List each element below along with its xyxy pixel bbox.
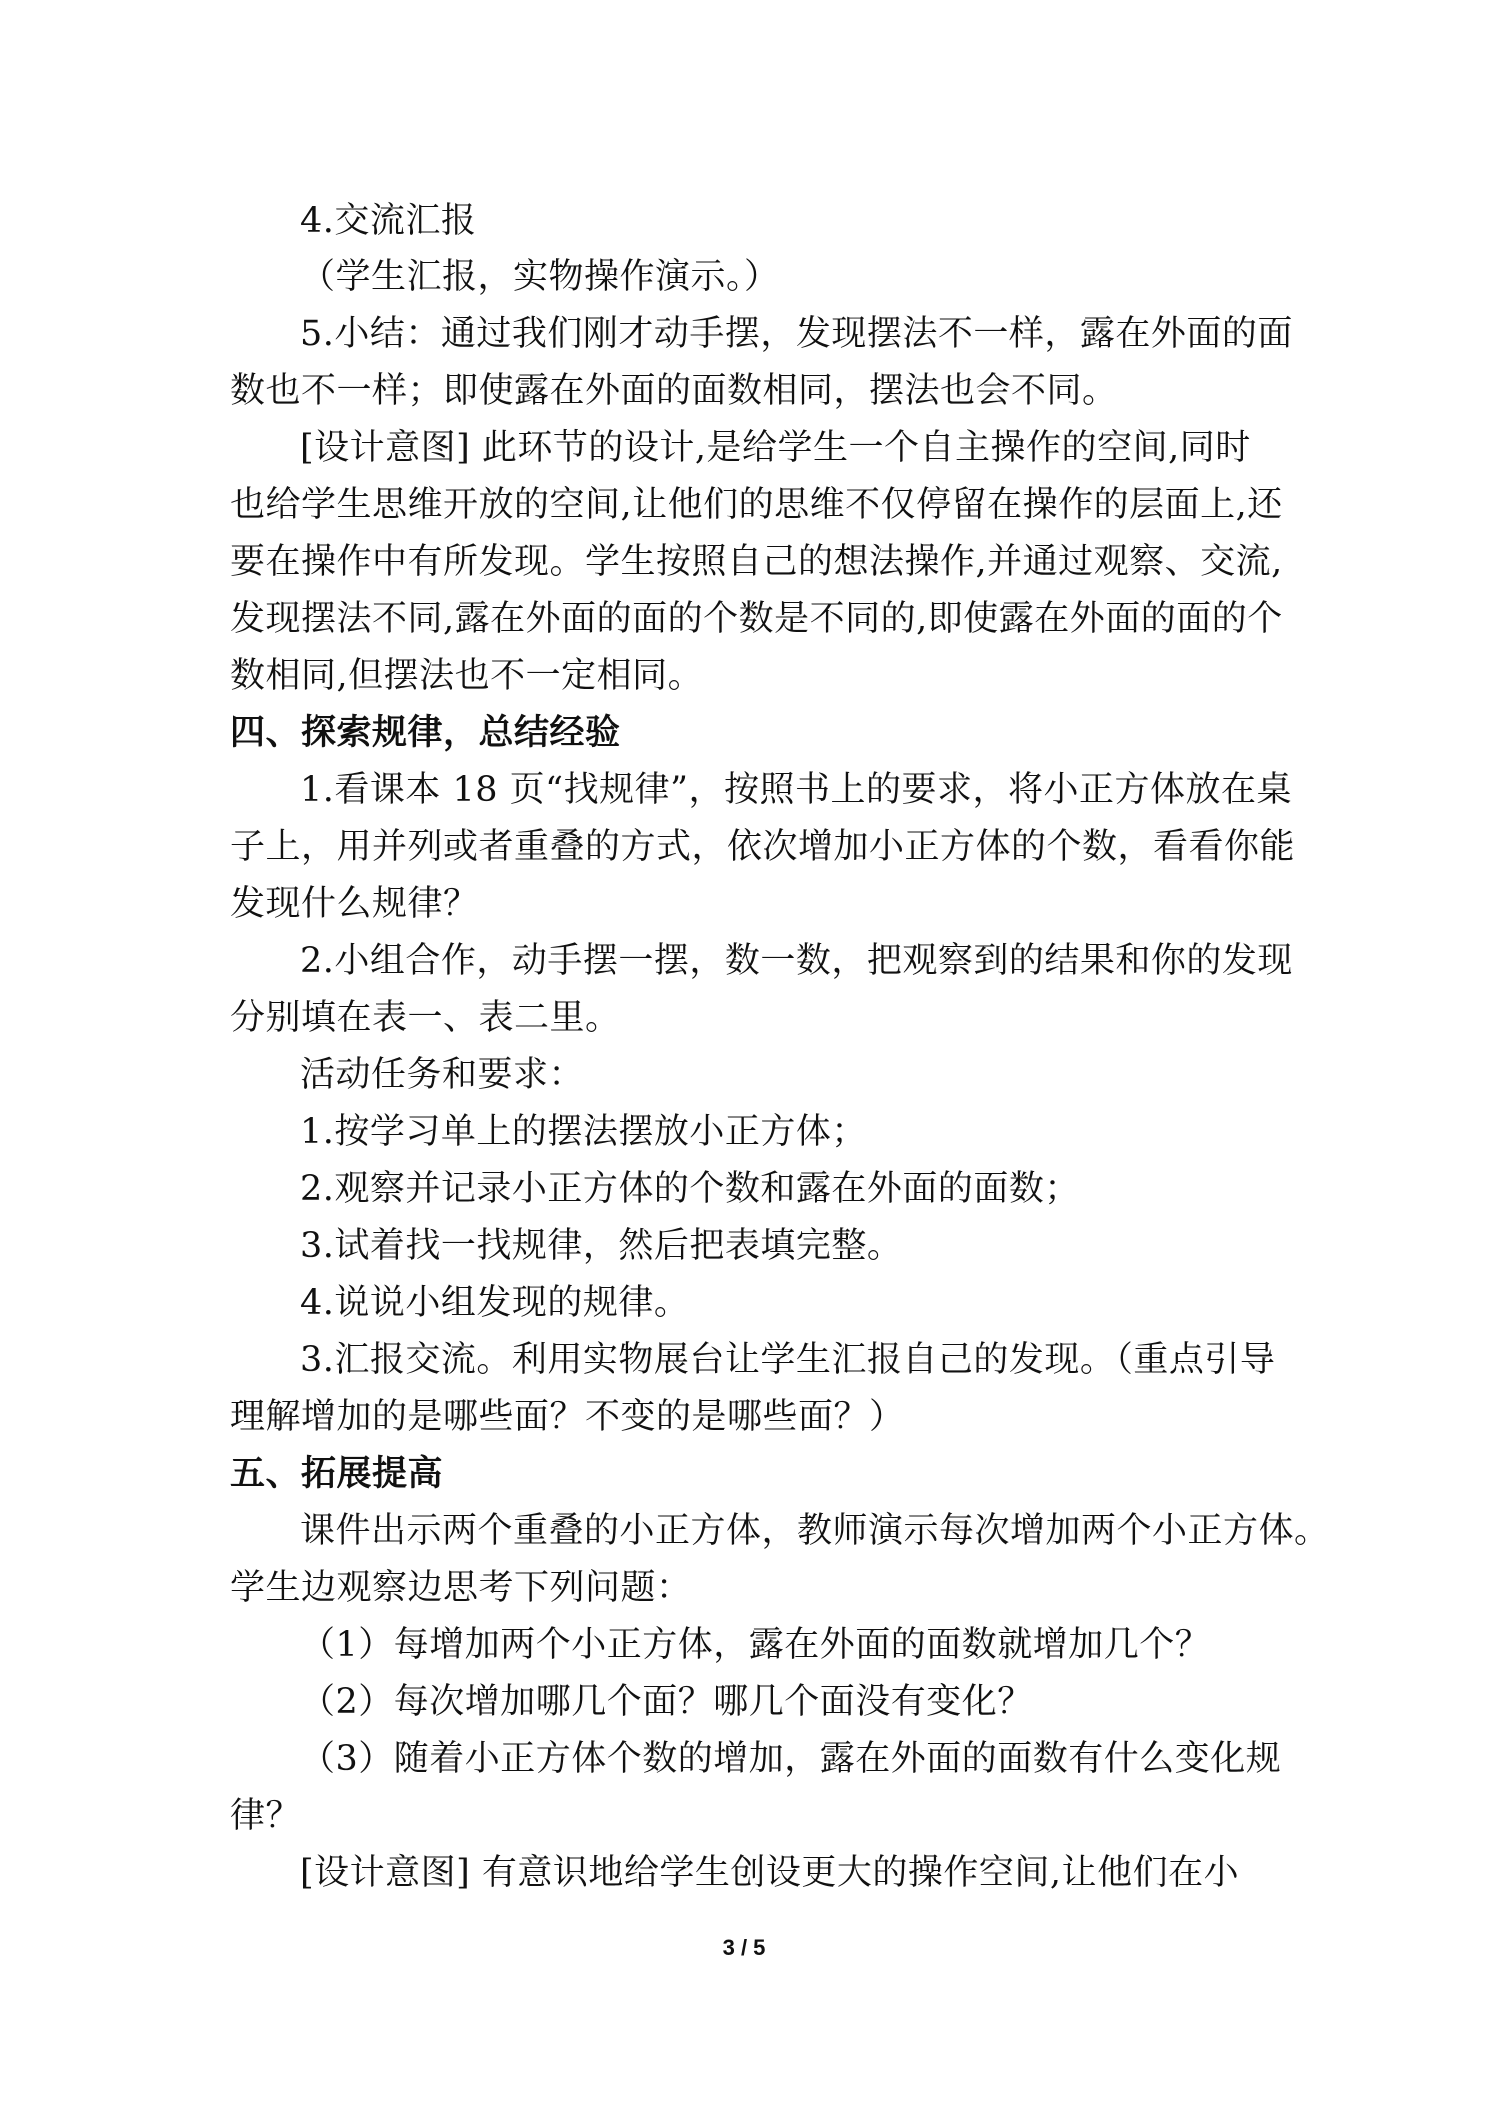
text-line: [设计意图] 此环节的设计,是给学生一个自主操作的空间,同时 [300,428,1251,468]
text-line: 2.小组合作，动手摆一摆，数一数，把观察到的结果和你的发现 [300,941,1293,981]
text-line: 课件出示两个重叠的小正方体，教师演示每次增加两个小正方体。 [300,1511,1330,1551]
text-line: 5.小结：通过我们刚才动手摆，发现摆法不一样，露在外面的面 [300,314,1293,354]
text-line: 律？ [230,1796,302,1836]
text-line: 发现摆法不同,露在外面的面的个数是不同的,即使露在外面的面的个 [230,599,1283,639]
text-line: 分别填在表一、表二里。 [230,998,621,1038]
section-heading: 五、拓展提高 [230,1454,444,1494]
text-line: 数相同,但摆法也不一定相同。 [230,656,704,696]
text-line: 理解增加的是哪些面？不变的是哪些面？） [230,1397,905,1437]
text-line: [设计意图] 有意识地给学生创设更大的操作空间,让他们在小 [300,1853,1240,1893]
text-line: 发现什么规律？ [230,884,479,924]
text-line: 4.说说小组发现的规律。 [300,1283,690,1323]
text-line: 要在操作中有所发现。学生按照自己的想法操作,并通过观察、交流, [230,542,1283,582]
text-line: 活动任务和要求： [300,1055,585,1095]
text-line: 学生边观察边思考下列问题： [230,1568,692,1608]
text-line: 2.观察并记录小正方体的个数和露在外面的面数； [300,1169,1080,1209]
text-line: （3）随着小正方体个数的增加，露在外面的面数有什么变化规 [300,1739,1282,1779]
page-number: 3 / 5 [722,1935,766,1960]
text-line: 子上，用并列或者重叠的方式，依次增加小正方体的个数，看看你能 [230,827,1296,867]
text-line: 1.看课本 18 页“找规律”，按照书上的要求，将小正方体放在桌 [300,770,1292,810]
text-line: 3.试着找一找规律，然后把表填完整。 [300,1226,903,1266]
text-line: （2）每次增加哪几个面？哪几个面没有变化？ [300,1682,1033,1722]
text-line: （1）每增加两个小正方体，露在外面的面数就增加几个？ [300,1625,1211,1665]
text-line: 数也不一样；即使露在外面的面数相同，摆法也会不同。 [230,371,1118,411]
text-line: 也给学生思维开放的空间,让他们的思维不仅停留在操作的层面上,还 [230,485,1283,525]
text-line: 1.按学习单上的摆法摆放小正方体； [300,1112,867,1152]
section-heading: 四、探索规律，总结经验 [230,713,621,753]
text-line: 4.交流汇报 [300,201,477,241]
text-line: 3.汇报交流。利用实物展台让学生汇报自己的发现。（重点引导 [300,1340,1276,1380]
text-line: （学生汇报，实物操作演示。） [300,257,780,297]
